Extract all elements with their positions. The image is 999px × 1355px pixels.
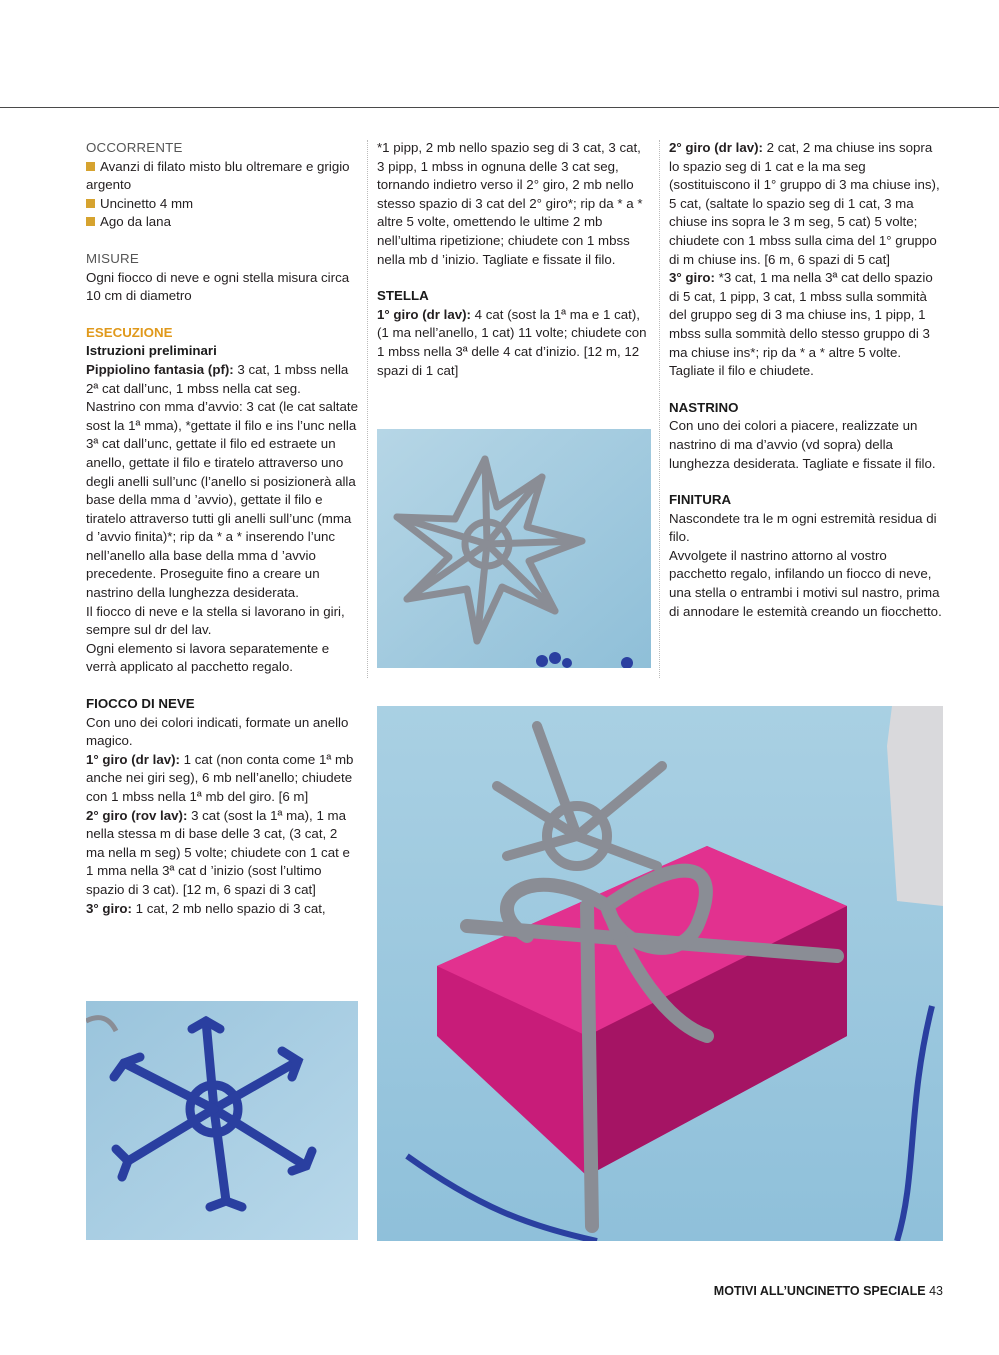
material-item xyxy=(86,213,358,232)
misure-text: Ogni fiocco di neve e ogni stella misura circa 10 cm di diametro xyxy=(86,269,350,304)
elemento-paragraph: Ogni elemento si lavora separatemente e verrà applicato al pacchetto regalo. xyxy=(86,640,330,675)
photo-gift-box xyxy=(377,706,943,1241)
star-round-2 xyxy=(669,139,943,269)
pippiolino-text: 3 cat, 1 mbss nella 2ª cat dall’unc, 1 mbss nella cat seg. xyxy=(86,361,349,396)
section-title-finitura: FINITURA xyxy=(669,492,732,508)
column-divider xyxy=(367,140,368,678)
round-3 xyxy=(86,900,358,919)
bullet-square-icon xyxy=(86,162,95,171)
round-label: 2° giro (dr lav): xyxy=(669,140,763,155)
section-title-stella: STELLA xyxy=(377,288,429,304)
top-rule xyxy=(0,107,999,108)
round-text: 1 cat (non conta come 1ª mb anche nei giri seg), 6 mb nell’anello; chiudete con 1 mbss nella 1ª mb del giro. [6 m] xyxy=(86,751,354,804)
magazine-title: MOTIVI ALL’UNCINETTO SPECIALE xyxy=(713,1284,926,1298)
pippiolino-label: Pippiolino fantasia (pf): xyxy=(86,361,234,377)
round-label: 3° giro: xyxy=(86,900,132,916)
material-text: Ago da lana xyxy=(100,214,171,230)
section-title-fiocco: FIOCCO DI NEVE xyxy=(86,696,195,712)
photo-blue-snowflake xyxy=(86,1001,358,1240)
finitura-text-1: Nascondete tra le m ogni estremità residua di filo. xyxy=(669,510,937,545)
nastrino-text: Con uno dei colori a piacere, realizzate un nastrino di ma d’avvio (vd sopra) della lunghezza desiderata. Tagliate e fissate il filo. xyxy=(669,418,936,471)
round-label: 2° giro (rov lav): xyxy=(86,807,188,823)
round-text: 1 cat, 2 mb nello spazio di 3 cat, xyxy=(131,900,326,916)
round-1 xyxy=(86,751,358,807)
round-text: 2 cat, 2 ma chiuse ins sopra lo spazio seg di 1 cat e la ma seg (sostituiscono il 1° gruppo di 3 ma chiuse ins), 5 cat, (saltate lo spazio seg di 1 cat, 3 ma chiuse ins sopra le 3 m seg, 5 cat) 5 volte; chiudete con 1 mbss sulla cima del 1° gruppo di m chiuse ins. [6 m, 6 spazi di 5 cat] xyxy=(669,140,940,267)
bullet-square-icon xyxy=(86,217,95,226)
star-round-3 xyxy=(669,269,943,381)
section-title-occorrente: OCCORRENTE xyxy=(86,140,183,155)
finitura-text-2: Avvolgete il nastrino attorno al vostro pacchetto regalo, infilando un fiocco di neve, una stella o entrambi i motivi sul nastro, prima di annodare le estemità creando un fiocchetto. xyxy=(669,547,942,619)
fiocco-intro: Con uno dei colori indicati, formate un anello magico. xyxy=(86,714,349,749)
subheading-istruzioni: Istruzioni preliminari xyxy=(86,343,217,359)
section-title-esecuzione: ESECUZIONE xyxy=(86,324,173,340)
material-item xyxy=(86,195,358,214)
pippiolino-paragraph xyxy=(86,361,358,398)
giri-paragraph: Il fiocco di neve e la stella si lavorano in giri, sempre sul dr del lav. xyxy=(86,603,345,638)
round-label: 1° giro (dr lav): xyxy=(377,306,471,322)
bullet-square-icon xyxy=(86,199,95,208)
star-round-1 xyxy=(377,306,651,380)
silver-box xyxy=(887,706,943,906)
material-text: Avanzi di filato misto blu oltremare e grigio argento xyxy=(86,158,350,193)
round-text: 4 cat (sost la 1ª ma e 1 cat), (1 ma nell’anello, 1 cat) 11 volte; chiudete con 1 mbss nella 3ª delle 4 cat d’inizio. [12 m, 12 spazi di 1 cat] xyxy=(377,306,647,378)
column-2 xyxy=(377,139,651,380)
snowflake-continued-text: *1 pipp, 2 mb nello spazio seg di 3 cat, 3 cat, 3 pipp, 1 mbss in ognuna delle 3 cat seg, tornando indietro verso il 2° giro, 2 mb nello stesso spazio di 3 cat del 2° giro*; rip da * a * altre 5 volte, omettendo le ultime 2 mb nell’ultima ripetizione; chiudete con 1 mbss nella mb d ’inizio. Tagliate e fissate il filo. xyxy=(377,140,643,267)
round-text: *3 cat, 1 ma nella 3ª cat dello spazio di 5 cat, 1 pipp, 3 cat, 1 mbss sulla sommità del gruppo seg di 3 ma chiuse ins, 1 pipp, 1 mbss sulla sommità dello stesso gruppo di 3 ma chiuse ins*; rip da * a * altre 5 volte. Tagliate il filo e chiudete. xyxy=(669,270,933,379)
photo-silver-star xyxy=(377,429,651,668)
section-title-misure: MISURE xyxy=(86,250,139,266)
round-2 xyxy=(86,807,358,900)
round-label: 3° giro: xyxy=(669,270,715,286)
material-text: Uncinetto 4 mm xyxy=(100,195,194,211)
round-text: 3 cat (sost la 1ª ma), 1 ma nella stessa m di base delle 3 cat, (3 cat, 2 ma nella m seg) 5 volte; chiudete con 1 cat e 1 mma nella 3ª cat d ’inizio (sost l’ultimo spazio di 3 cat). [12 m, 6 spazi di 3 cat] xyxy=(86,807,350,897)
column-divider xyxy=(659,140,660,678)
page-footer xyxy=(714,1284,943,1298)
nastrino-paragraph: Nastrino con mma d’avvio: 3 cat (le cat saltate sost la 1ª mma), *gettate il filo e ins l’unc nella 3ª cat dall’unc, gettate il filo ed estraete un anello, gettate il filo e tiratelo attraverso uno degli anelli sull’unc (l’anello si posizionerà alla base della mma d ’avvio), gettate il filo e tiratelo attraverso tutti gli anelli sull’unc (mma d ’avvio finita)*; rip da * a * inserendo l’unc nell’anello alla base della mma d ’avvio precedente. Proseguite fino a creare un nastrino della lunghezza desiderata. xyxy=(86,399,358,601)
column-3 xyxy=(669,139,943,621)
column-1 xyxy=(86,139,358,918)
section-title-nastrino: NASTRINO xyxy=(669,399,739,415)
page-number: 43 xyxy=(929,1284,943,1298)
material-item xyxy=(86,158,358,195)
round-label: 1° giro (dr lav): xyxy=(86,751,180,767)
